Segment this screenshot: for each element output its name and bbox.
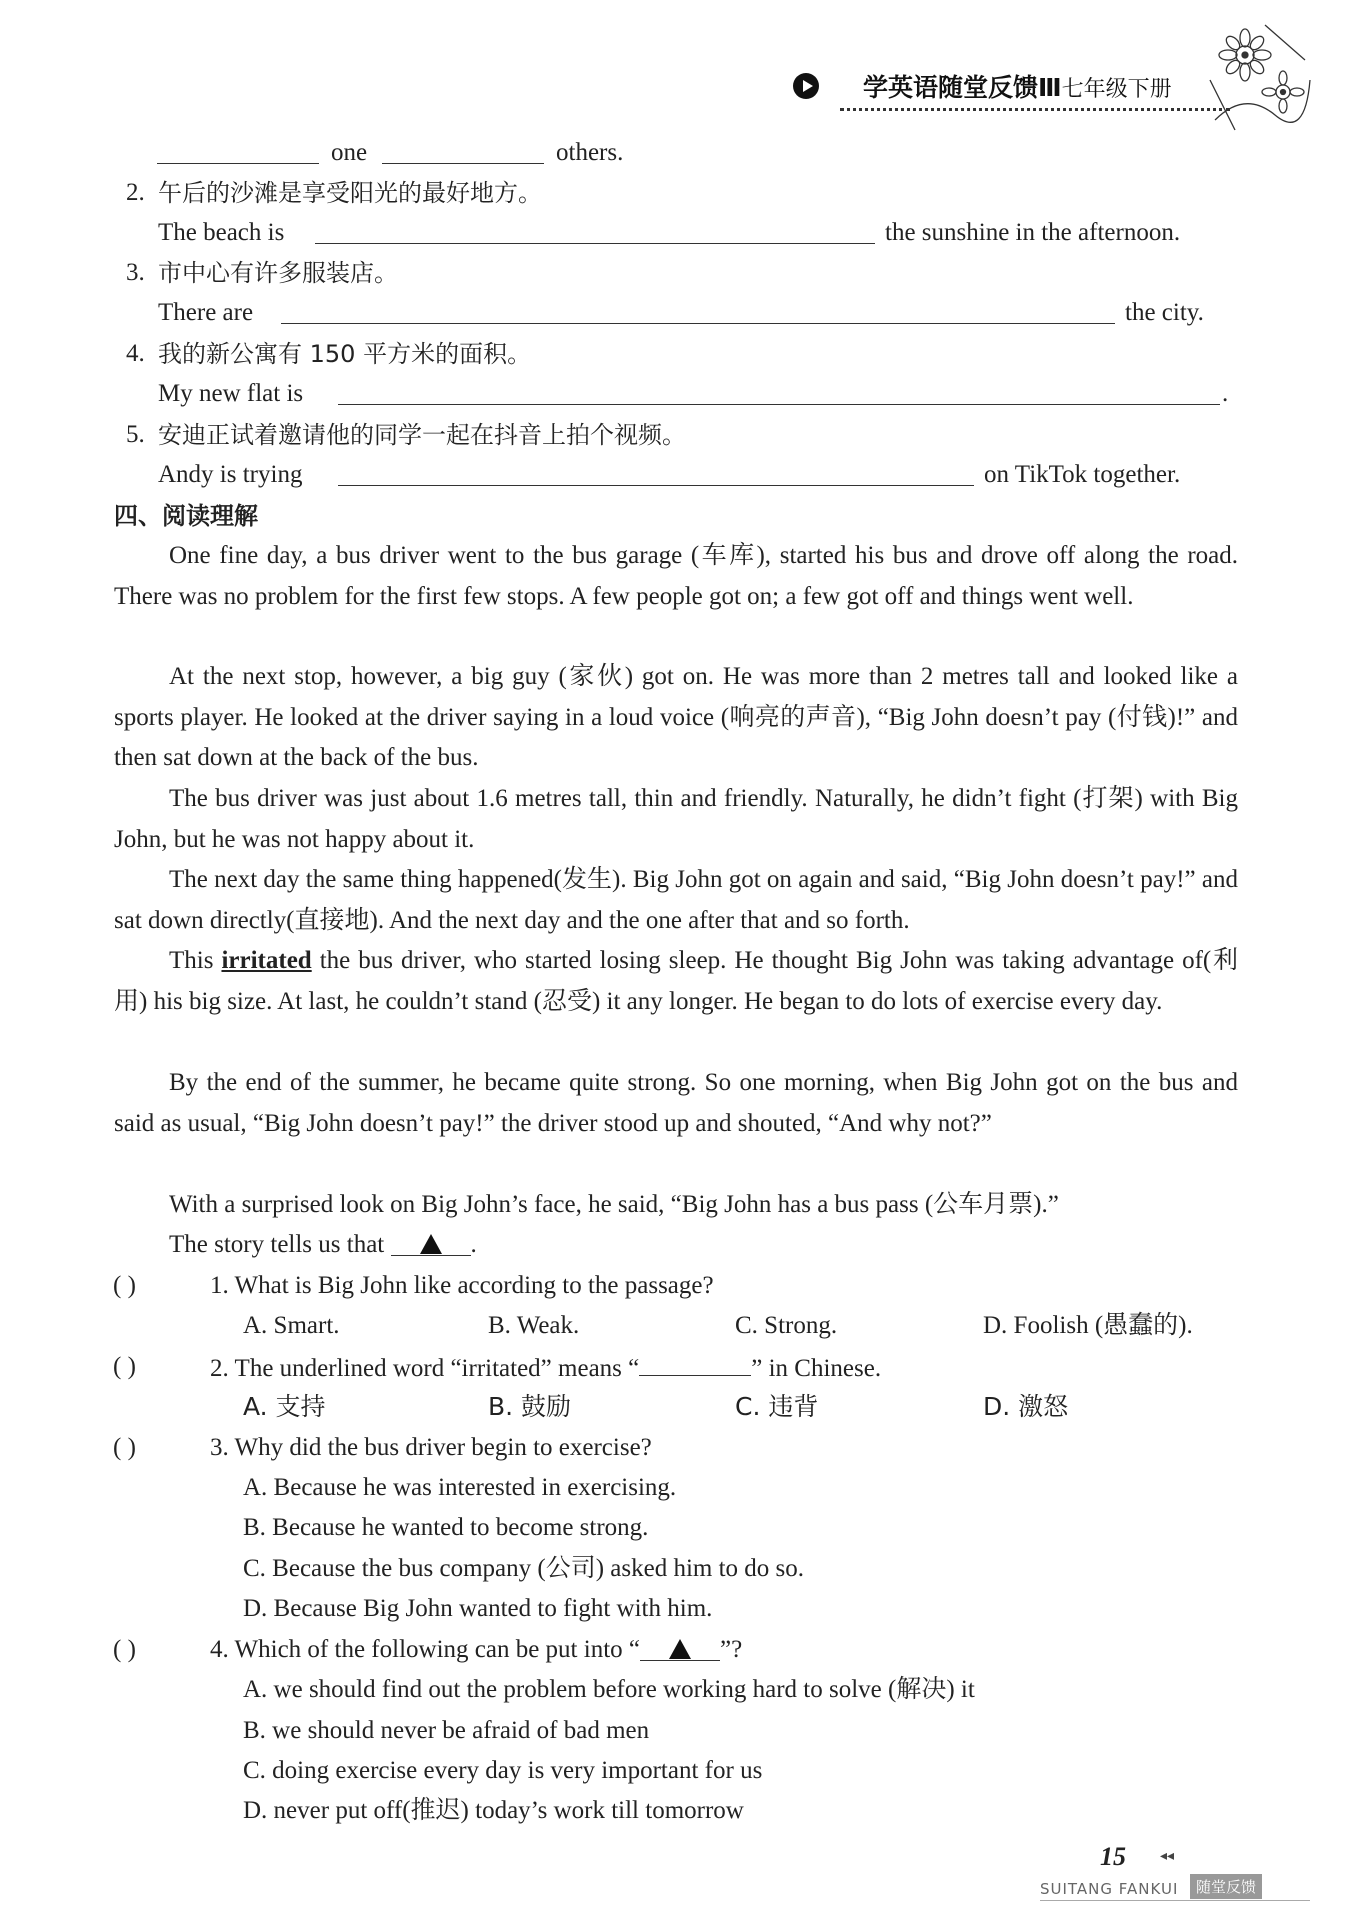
item-prefix: Andy is trying [158, 461, 303, 488]
answer-paren[interactable]: ( ) [113, 1272, 136, 1299]
reading-paragraph [114, 941, 1238, 1022]
reading-paragraph [114, 1225, 1238, 1266]
fill-in-item-2-line [0, 213, 1350, 253]
paragraph-text: The bus driver was just about 1.6 metres tall, thin and friendly. Naturally, he didn’t fight (打架) with Big John, but he was not happy about it. [114, 785, 1238, 853]
paragraph-text: By the end of the summer, he became quite strong. So one morning, when Big John got on the bus and said as usual, “Big John doesn’t pay!” the driver stood up and shouted, “And why not?” [114, 1069, 1238, 1137]
footer-brand-en: SUITANG FANKUI [1040, 1880, 1179, 1898]
option-a[interactable]: A. Smart. [243, 1312, 340, 1339]
fill-in-item-5-prompt [0, 415, 1350, 455]
item-number: 5. [126, 421, 145, 448]
answer-paren[interactable]: ( ) [113, 1353, 136, 1380]
answer-blank[interactable] [382, 135, 544, 164]
stem-text: 4. Which of the following can be put into “ [210, 1636, 640, 1663]
reading-paragraph [114, 860, 1238, 941]
fill-in-continuation [0, 133, 1350, 173]
option-b[interactable]: B. we should never be afraid of bad men [243, 1717, 650, 1744]
fill-in-item-4-line [0, 374, 1350, 414]
item-prefix: My new flat is [158, 380, 304, 407]
item-suffix: on TikTok together. [984, 461, 1181, 488]
reading-paragraph [114, 1185, 1238, 1226]
item-number: 3. [126, 259, 145, 286]
question-stem [210, 1347, 881, 1389]
fill-in-item-4-prompt [0, 334, 1350, 374]
fill-in-item-5-line [0, 455, 1350, 495]
triangle-icon [669, 1639, 691, 1659]
option-d[interactable]: D. never put off(推迟) today’s work till tomorrow [243, 1797, 744, 1824]
item-chinese-sentence: 市中心有许多服装店。 [158, 259, 398, 287]
triangle-blank[interactable] [640, 1630, 720, 1661]
paragraph-text: This [169, 947, 214, 974]
paragraph-text: the bus driver, who started losing sleep. He thought Big John was taking advantage of(利用) his big size. At last, he couldn’t stand (忍受) it any longer. He began to do lots of exercise every day. [114, 947, 1239, 1015]
section-heading [0, 496, 1350, 536]
item-number: 2. [126, 179, 145, 206]
answer-blank[interactable] [338, 376, 1220, 405]
item-prefix: There are [158, 299, 254, 326]
item-chinese-sentence: 我的新公寓有 150 平方米的面积。 [158, 340, 532, 368]
item-suffix: . [1222, 380, 1229, 407]
paragraph-text: With a surprised look on Big John’s face, he said, “Big John has a bus pass (公车月票).” [169, 1191, 1059, 1218]
item-suffix: the sunshine in the afternoon. [885, 219, 1181, 246]
reading-paragraph [114, 536, 1238, 617]
answer-blank[interactable] [315, 215, 875, 244]
triangle-blank[interactable] [391, 1225, 471, 1256]
stem-text: ”? [720, 1636, 743, 1663]
answer-blank[interactable] [639, 1347, 751, 1376]
page-number: 15 [1100, 1842, 1126, 1871]
stem-text: 2. The underlined word “irritated” means “ [210, 1355, 640, 1382]
header-subtitle: 七年级下册 [1061, 77, 1172, 102]
cont-mid-text: one [331, 139, 368, 166]
option-d[interactable]: D. Because Big John wanted to fight with him. [243, 1595, 713, 1622]
paragraph-text: The next day the same thing happened(发生). Big John got on again and said, “Big John doesn’t pay!” and sat down directly(直接地). And the next day and the one after that and so forth. [114, 866, 1238, 934]
item-number: 4. [126, 340, 145, 367]
question-stem [210, 1630, 742, 1670]
option-b[interactable]: B. 鼓励 [488, 1392, 572, 1421]
double-arrow-icon: ◂◂ [1160, 1849, 1175, 1864]
fill-in-item-3-prompt [0, 253, 1350, 293]
footer-brand-badge: 随堂反馈 [1190, 1874, 1262, 1899]
option-c[interactable]: C. 违背 [735, 1392, 819, 1421]
option-c[interactable]: C. doing exercise every day is very important for us [243, 1757, 763, 1784]
paragraph-text: At the next stop, however, a big guy (家伙) got on. He was more than 2 metres tall and looked like a sports player. He looked at the driver saying in a loud voice (响亮的声音), “Big John doesn’t pay (付钱)!” and then sat down at the back of the bus. [114, 663, 1238, 771]
item-chinese-sentence: 午后的沙滩是享受阳光的最好地方。 [158, 179, 542, 207]
flower-decoration-icon [1205, 20, 1315, 140]
option-a[interactable]: A. we should find out the problem before working hard to solve (解决) it [243, 1676, 975, 1703]
cont-end-text: others. [556, 139, 624, 166]
option-a[interactable]: A. 支持 [243, 1392, 326, 1421]
triangle-icon [420, 1234, 442, 1254]
fill-in-item-2-prompt [0, 173, 1350, 213]
stem-text: ” in Chinese. [751, 1355, 882, 1382]
option-b[interactable]: B. Because he wanted to become strong. [243, 1514, 649, 1541]
footer-rule [1040, 1900, 1310, 1901]
question-stem: 1. What is Big John like according to the passage? [210, 1272, 714, 1299]
header-title [863, 68, 1172, 104]
question-stem: 3. Why did the bus driver begin to exercise? [210, 1434, 652, 1461]
option-c[interactable]: C. Strong. [735, 1312, 838, 1339]
answer-paren[interactable]: ( ) [113, 1434, 136, 1461]
play-icon [793, 73, 819, 99]
reading-paragraph [114, 657, 1238, 779]
fill-in-item-3-line [0, 293, 1350, 333]
paragraph-text: The story tells us that [169, 1231, 385, 1258]
option-b[interactable]: B. Weak. [488, 1312, 580, 1339]
option-a[interactable]: A. Because he was interested in exercising. [243, 1474, 677, 1501]
answer-blank[interactable] [157, 135, 319, 164]
underlined-word: irritated [221, 947, 312, 974]
paragraph-end: . [470, 1231, 477, 1258]
option-d[interactable]: D. Foolish (愚蠢的). [983, 1312, 1193, 1339]
reading-paragraph [114, 1063, 1238, 1144]
option-c[interactable]: C. Because the bus company (公司) asked him to do so. [243, 1555, 805, 1582]
item-chinese-sentence: 安迪正试着邀请他的同学一起在抖音上拍个视频。 [158, 421, 686, 449]
answer-paren[interactable]: ( ) [113, 1636, 136, 1663]
reading-paragraph [114, 779, 1238, 860]
option-d[interactable]: D. 激怒 [983, 1392, 1069, 1421]
header-dotted-rule [840, 108, 1230, 111]
answer-blank[interactable] [338, 457, 974, 486]
answer-blank[interactable] [281, 295, 1115, 324]
header-title-text: 学英语随堂反馈Ⅲ [863, 73, 1062, 102]
paragraph-text: One fine day, a bus driver went to the bus garage (车库), started his bus and drove off along the road. There was no problem for the first few stops. A few people got on; a few got off and things went well. [114, 542, 1238, 610]
item-suffix: the city. [1125, 299, 1204, 326]
item-prefix: The beach is [158, 219, 285, 246]
section-heading-text: 四、阅读理解 [114, 502, 258, 530]
